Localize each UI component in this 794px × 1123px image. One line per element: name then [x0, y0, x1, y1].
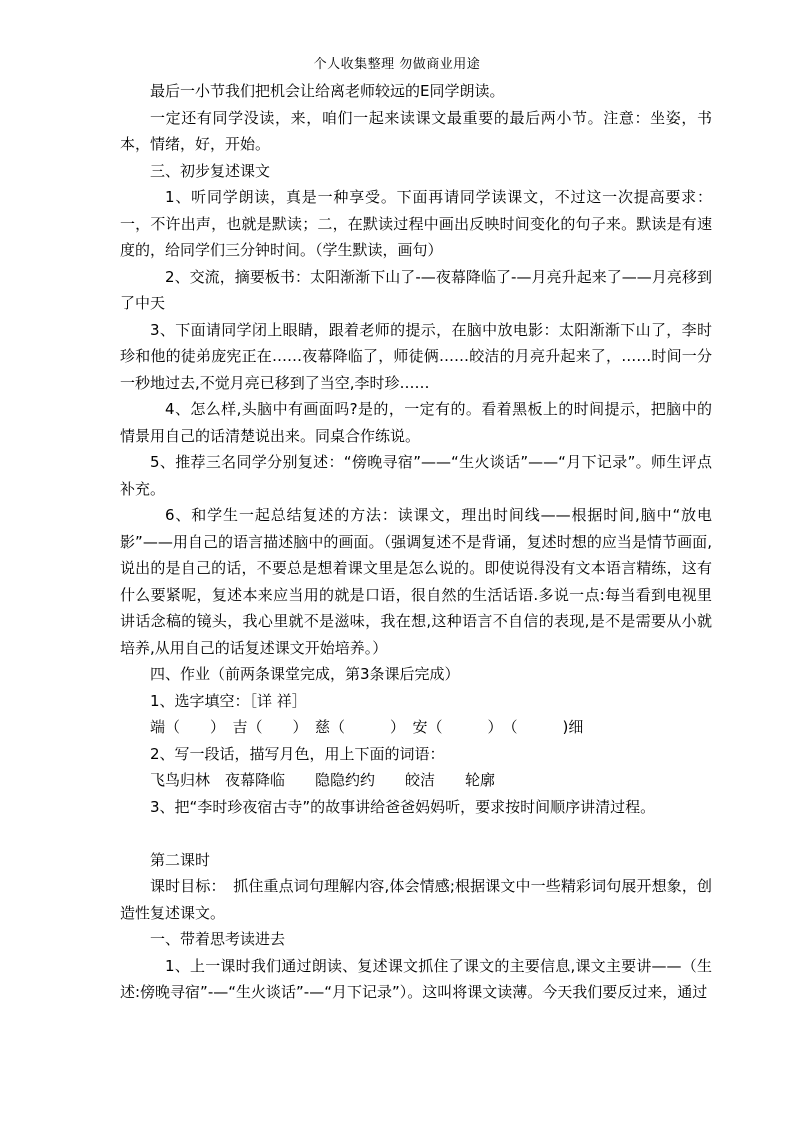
- paragraph: 1、上一课时我们通过朗读、复述课文抓住了课文的主要信息,课文主要讲——（生述:傍晚寻宿”-—“生火谈话”-—“月下记录”）。这叫将课文读薄。今天我们要反过来，通过: [120, 956, 712, 1001]
- paragraph: 5、推荐三名同学分别复述：“傍晚寻宿”——“生火谈话”——“月下记录”。师生评点补充。: [120, 453, 712, 498]
- page-header: 个人收集整理 勿做商业用途: [313, 57, 481, 72]
- section-heading: 四、作业（前两条课堂完成，第3条课后完成）: [150, 665, 460, 683]
- exercise-item: 2、写一段话，描写月色，用上下面的词语：: [150, 744, 445, 763]
- paragraph: 一定还有同学没读，来，咱们一起来读课文最重要的最后两小节。注意：坐姿，书本，情绪，好，开始。: [120, 108, 712, 153]
- document-body: [120, 78, 712, 1006]
- word-list: 飞鸟归林 夜幕降临 隐隐约约 皎洁 轮廓: [150, 771, 496, 789]
- exercise-item: 3、把“李时珍夜宿古寺”的故事讲给爸爸妈妈听，要求按时间顺序讲清过程。: [150, 797, 656, 816]
- paragraph: 3、下面请同学闭上眼睛，跟着老师的提示，在脑中放电影：太阳渐渐下山了，李时珍和他的徒弟庞宪正在……夜幕降临了，师徒俩……皎洁的月亮升起来了，……时间一分一秒地过去,不觉月亮已移到了当空,李时珍……: [120, 320, 712, 392]
- section-heading: 一、带着思考读进去: [150, 930, 286, 948]
- paragraph: 最后一小节我们把机会让给离老师较远的E同学朗读。: [150, 82, 505, 100]
- section-heading: 第二课时: [150, 850, 211, 869]
- exercise-item: 1、选字填空：［详 祥］: [150, 691, 307, 710]
- spacer: [120, 820, 712, 847]
- paragraph: 课时目标： 抓住重点词句理解内容,体会情感;根据课文中一些精彩词句展开想象，创造性复述课文。: [120, 877, 712, 922]
- paragraph: 6、和学生一起总结复述的方法：读课文，理出时间线——根据时间,脑中“放电影”——用自己的语言描述脑中的画面。（强调复述不是背诵，复述时想的应当是情节画面,说出的是自己的话，不要总是想着课文里是怎么说的。即使说得没有文本语言精练，这有什么要紧呢，复述本来应当用的就是口语，很自然的生活话语.多说一点:每当看到电视里讲话念稿的镜头，我心里就不是滋味，我在想,这种语言不自信的表现,是不是需要从小就培养,从用自己的话复述课文开始培养。）: [120, 506, 712, 657]
- fill-blank-row: 端（ ） 吉（ ） 慈（ ） 安（ ） （ )细: [150, 718, 584, 736]
- paragraph: 1、听同学朗读，真是一种享受。下面再请同学读课文，不过这一次提高要求：一，不许出声，也就是默读；二，在默读过程中画出反映时间变化的句子来。默读是有速度的，给同学们三分钟时间。（学生默读，画句）: [120, 188, 712, 259]
- paragraph: 2、交流，摘要板书：太阳渐渐下山了-—夜幕降临了-—月亮升起来了——月亮移到了中天: [120, 267, 712, 312]
- paragraph: 4、怎么样,头脑中有画面吗?是的，一定有的。看着黑板上的时间提示，把脑中的情景用自己的话清楚说出来。同桌合作练说。: [120, 400, 712, 445]
- section-heading: 三、初步复述课文: [150, 161, 271, 180]
